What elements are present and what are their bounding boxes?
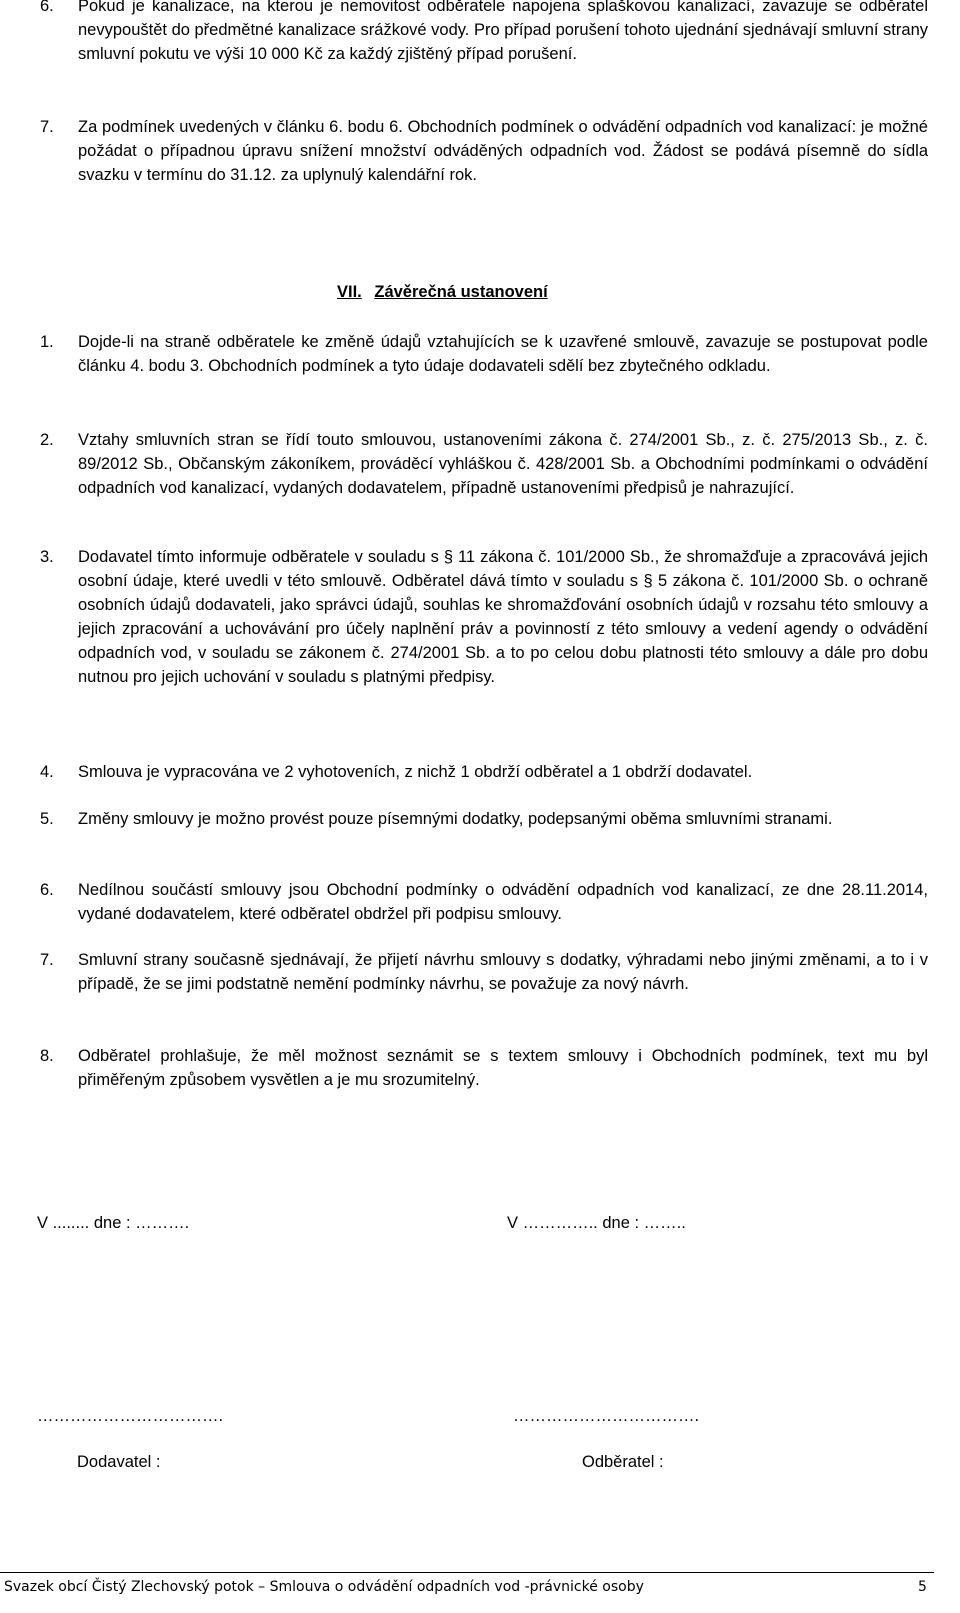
place-date-right: V ………….. dne : …….. [507, 1214, 686, 1232]
footer-text: Svazek obcí Čistý Zlechovský potok – Smlouva o odvádění odpadních vod -právnické osoby [4, 1579, 644, 1595]
provision-number: 6. [40, 881, 54, 899]
place-date-left: V ........ dne : ………. [37, 1214, 190, 1232]
signature-line-right: ……………………………. [513, 1407, 700, 1425]
provision-text: Změny smlouvy je možno provést pouze písemnými dodatky, podepsanými oběma smluvními stranami. [78, 810, 833, 828]
page-number: 5 [918, 1579, 927, 1595]
provision-number: 2. [40, 431, 54, 449]
provision-text: Odběratel prohlašuje, že měl možnost seznámit se s textem smlouvy i Obchodních podmínek, text mu byl přiměřeným způsobem vysvětlen a je mu srozumitelný. [78, 1047, 928, 1089]
clause-text: Pokud je kanalizace, na kterou je nemovitost odběratele napojena splaškovou kanalizací, zavazuje se odběratel nevypouštět do předmětné kanalizace srážkové vody. Pro případ porušení tohoto ujednání sjednávají smluvní strany smluvní pokutu ve výši 10 000 Kč za každý zjištěný případ porušení. [78, 0, 928, 63]
section-title: Závěrečná ustanovení [374, 283, 548, 301]
provision-text: Dodavatel tímto informuje odběratele v souladu s § 11 zákona č. 101/2000 Sb., že shromažďuje a zpracovává jejich osobní údaje, které uvedli v této smlouvě. Odběratel dává tímto v souladu s § 5 zákona č. 101/2000 Sb. o ochraně osobních údajů dodavateli, jako správci údajů, souhlas ke shromažďování osobních údajů v rozsahu této smlouvy a jejich zpracování a uchovávání pro účely naplnění práv a povinností z této smlouvy a vedení agendy o odvádění odpadních vod, v souladu se zákonem č. 274/2001 Sb. a to po celou dobu platnosti této smlouvy a dále pro dobu nutnou pro jejich uchování v souladu s platnými předpisy. [78, 548, 928, 686]
provision-text: Vztahy smluvních stran se řídí touto smlouvou, ustanoveními zákona č. 274/2001 Sb., z. č. 275/2013 Sb., z. č. 89/2012 Sb., Občanským zákoníkem, prováděcí vyhláškou č. 428/2001 Sb. a Obchodními podmínkami o odvádění odpadních vod kanalizací, vydaných dodavatelem, případně ustanoveními předpisů je nahrazující. [78, 431, 928, 497]
signature-label-left: Dodavatel : [77, 1453, 161, 1471]
provision-text: Smluvní strany současně sjednávají, že přijetí návrhu smlouvy s dodatky, výhradami nebo jinými změnami, a to i v případě, že se jimi podstatně nemění podmínky návrhu, se považuje za nový návrh. [78, 951, 928, 993]
section-heading [337, 283, 548, 302]
section-number: VII. [337, 283, 362, 301]
provision-text: Nedílnou součástí smlouvy jsou Obchodní podmínky o odvádění odpadních vod kanalizací, ze dne 28.11.2014, vydané dodavatelem, které odběratel obdržel při podpisu smlouvy. [78, 881, 928, 923]
provision-number: 4. [40, 763, 54, 781]
footer-divider [0, 1572, 934, 1573]
clause-text: Za podmínek uvedených v článku 6. bodu 6. Obchodních podmínek o odvádění odpadních vod kanalizací: je možné požádat o případnou úpravu snížení množství odváděných odpadních vod. Žádost se podává písemně do sídla svazku v termínu do 31.12. za uplynulý kalendářní rok. [78, 118, 928, 184]
signature-label-right: Odběratel : [582, 1453, 664, 1471]
provision-number: 1. [40, 333, 54, 351]
provision-number: 8. [40, 1047, 54, 1065]
provision-number: 3. [40, 548, 54, 566]
signature-line-left: ……………………………. [37, 1407, 224, 1425]
clause-number: 6. [40, 0, 54, 15]
clause-number: 7. [40, 118, 54, 136]
provision-text: Dojde-li na straně odběratele ke změně údajů vztahujících se k uzavřené smlouvě, zavazuje se postupovat podle článku 4. bodu 3. Obchodních podmínek a tyto údaje dodavateli sdělí bez zbytečného odkladu. [78, 333, 928, 375]
provision-text: Smlouva je vypracována ve 2 vyhotoveních, z nichž 1 obdrží odběratel a 1 obdrží dodavatel. [78, 763, 753, 781]
provision-number: 7. [40, 951, 54, 969]
provision-number: 5. [40, 810, 54, 828]
